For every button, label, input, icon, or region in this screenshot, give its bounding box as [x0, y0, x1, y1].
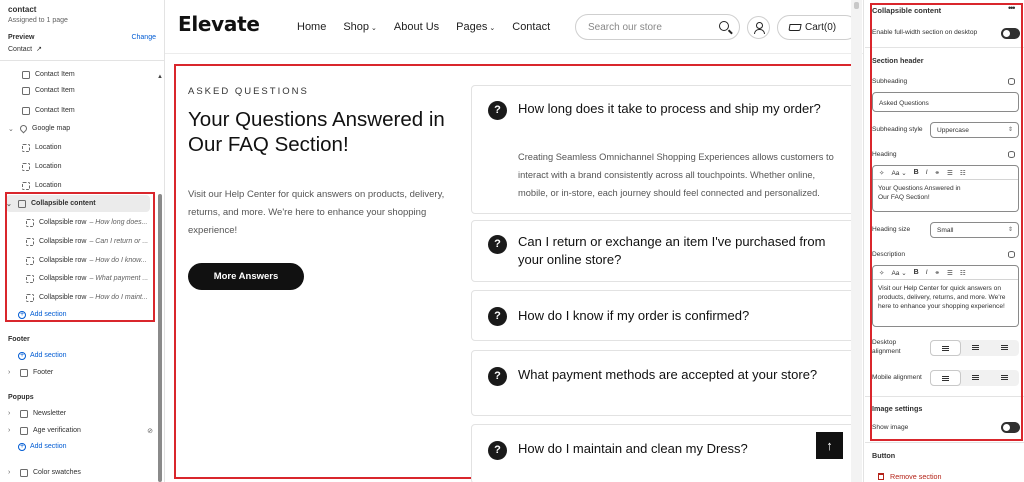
menu-item-about[interactable]: About Us: [393, 21, 440, 33]
tree-item-collapsible-row[interactable]: Collapsible row – Can I return or ...: [26, 233, 150, 250]
faq-item[interactable]: [471, 85, 857, 214]
align-right-button[interactable]: [990, 340, 1019, 356]
faq-question: How do I know if my order is confirmed?: [518, 308, 750, 323]
subheading-style-select[interactable]: Uppercase ⇕: [930, 122, 1019, 138]
question-icon: ?: [488, 441, 507, 460]
tree-item-google-map[interactable]: ⌄ Google map: [8, 125, 71, 133]
desktop-alignment-control: [930, 340, 1019, 356]
store-logo[interactable]: Elevate: [178, 12, 260, 36]
tree-item-color-swatches[interactable]: › Color swatches: [8, 469, 81, 476]
bold-icon[interactable]: B: [913, 169, 919, 176]
block-icon: [26, 257, 34, 265]
faq-item[interactable]: [471, 424, 857, 482]
tree-item-age-verification[interactable]: › Age verification ⊘: [8, 427, 153, 435]
link-icon[interactable]: ⚭: [934, 269, 940, 277]
full-width-label: Enable full-width section on desktop: [872, 29, 978, 36]
heading-editor[interactable]: [872, 165, 1019, 212]
store-preview: [165, 0, 864, 482]
swatch-icon: [20, 469, 28, 477]
eye-off-icon[interactable]: ⊘: [147, 427, 153, 435]
sidebar-scrollbar[interactable]: [157, 70, 163, 482]
magic-icon[interactable]: ✧: [879, 169, 885, 177]
map-pin-icon: [19, 124, 29, 134]
menu-item-shop[interactable]: Shop ⌄: [343, 21, 377, 33]
block-icon: [22, 87, 30, 95]
faq-heading: Your Questions Answered in Our FAQ Section!: [188, 108, 445, 156]
mobile-alignment-label: Mobile alignment: [872, 374, 922, 381]
faq-question: How long does it take to process and ship my order?: [518, 101, 821, 116]
template-subtitle: Assigned to 1 page: [8, 17, 68, 24]
button-settings-heading: Button: [872, 451, 896, 460]
divider: [865, 396, 1024, 397]
bold-icon[interactable]: B: [913, 269, 919, 276]
popup-icon: [20, 427, 28, 435]
chevron-right-icon[interactable]: ›: [8, 369, 11, 376]
rich-text-toolbar: [873, 266, 1018, 280]
show-image-toggle[interactable]: [1001, 422, 1020, 433]
block-icon: [26, 238, 34, 246]
chevron-down-icon: ⌄: [489, 25, 496, 32]
tree-item-location[interactable]: Location: [22, 158, 165, 175]
chevron-right-icon[interactable]: ›: [8, 410, 11, 417]
heading-size-label: Heading size: [872, 226, 911, 233]
image-settings-heading: Image settings: [872, 404, 923, 413]
bullet-list-icon[interactable]: ☰: [946, 169, 953, 177]
rich-text-toolbar: [873, 166, 1018, 180]
chevron-down-icon[interactable]: ⌄: [6, 200, 12, 208]
divider: [865, 442, 1024, 443]
settings-title: Collapsible content: [872, 6, 942, 15]
mail-icon: [20, 410, 28, 418]
search-icon[interactable]: [719, 21, 729, 31]
description-editor[interactable]: [872, 265, 1019, 327]
footer-icon: [20, 369, 28, 377]
numbered-list-icon[interactable]: ☷: [959, 269, 966, 277]
bullet-list-icon[interactable]: ☰: [946, 269, 953, 277]
remove-section-button[interactable]: Remove section: [878, 472, 942, 481]
heading-text[interactable]: Your Questions Answered in Our FAQ Section!: [878, 185, 961, 201]
back-to-top-button[interactable]: ↑: [816, 432, 843, 459]
scrollbar-thumb[interactable]: [854, 2, 859, 9]
faq-question: What payment methods are accepted at your store?: [518, 367, 818, 382]
description-text[interactable]: Visit our Help Center for quick answers on products, delivery, returns, and more. We're here to enhance your shopping experience!: [878, 285, 1006, 310]
text-style-icon[interactable]: Aa ⌄: [891, 169, 907, 177]
divider: [865, 47, 1024, 48]
store-search-input[interactable]: Search our store: [575, 14, 740, 40]
menu-item-pages[interactable]: Pages ⌄: [456, 21, 496, 33]
scroll-up-icon[interactable]: ▲: [157, 74, 163, 80]
account-icon[interactable]: [747, 16, 770, 39]
align-left-button[interactable]: [930, 340, 961, 356]
faq-item[interactable]: [471, 350, 857, 416]
faq-question: Can I return or exchange an item I've purchased from your online store?: [518, 234, 826, 267]
align-center-button[interactable]: [961, 340, 990, 356]
question-icon: ?: [488, 307, 507, 326]
dynamic-source-icon[interactable]: [1008, 251, 1015, 258]
italic-icon[interactable]: I: [925, 269, 928, 276]
menu-item-contact[interactable]: Contact: [512, 21, 551, 33]
template-title: contact: [8, 5, 37, 14]
dynamic-source-icon[interactable]: [1008, 78, 1015, 85]
menu-item-home[interactable]: Home: [297, 21, 327, 33]
desktop-alignment-label: Desktop alignment: [872, 339, 901, 355]
section-settings-panel: [865, 0, 1024, 482]
align-left-button[interactable]: [930, 370, 961, 386]
link-icon[interactable]: ⚭: [934, 169, 940, 177]
question-icon: ?: [488, 235, 507, 254]
plus-circle-icon: +: [19, 442, 25, 450]
align-left-icon: [942, 346, 949, 347]
subheading-input[interactable]: Asked Questions: [872, 92, 1019, 112]
text-style-icon[interactable]: Aa ⌄: [891, 269, 907, 277]
heading-size-select[interactable]: Small ⇕: [930, 222, 1019, 238]
question-icon: ?: [488, 101, 507, 120]
popups-group-heading: Popups: [8, 394, 34, 401]
faq-description: Visit our Help Center for quick answers on products, delivery, returns, and more. We're here to enhance your shopping experience!: [188, 189, 445, 236]
block-icon: [22, 144, 30, 152]
cart-icon: [788, 24, 801, 31]
mobile-alignment-control: [930, 370, 1019, 386]
faq-subheading: ASKED QUESTIONS: [188, 86, 309, 97]
align-center-icon: [972, 345, 979, 346]
full-width-toggle[interactable]: [1001, 28, 1020, 39]
tree-item-location[interactable]: Location: [22, 139, 165, 156]
faq-section: [175, 65, 855, 478]
show-image-label: Show image: [872, 424, 909, 431]
heading-label: Heading: [872, 151, 897, 158]
tree-item-contact-item[interactable]: Contact Item: [22, 102, 165, 119]
faq-item[interactable]: [471, 290, 857, 341]
tree-item-collapsible-row[interactable]: Collapsible row – How long does...: [26, 214, 150, 231]
select-arrows-icon: ⇕: [1007, 227, 1013, 233]
chevron-down-icon: ⌄: [371, 25, 377, 32]
plus-circle-icon: +: [19, 351, 25, 359]
preview-scrollbar[interactable]: [851, 0, 862, 482]
tree-item-collapsible-row[interactable]: Collapsible row – What payment ...: [26, 270, 150, 287]
align-center-icon: [972, 375, 979, 376]
add-section-link[interactable]: + Add section: [19, 442, 67, 450]
scrollbar-thumb[interactable]: [158, 194, 162, 482]
tree-item-location[interactable]: Location: [22, 177, 165, 194]
block-icon: [22, 71, 30, 79]
footer-group-heading: Footer: [8, 336, 30, 343]
plus-circle-icon: +: [19, 310, 25, 318]
magic-icon[interactable]: ✧: [879, 269, 885, 277]
tree-item-footer[interactable]: › Footer: [8, 369, 54, 376]
block-icon: [22, 182, 30, 190]
block-icon: [26, 275, 34, 283]
more-answers-button[interactable]: More Answers: [188, 263, 304, 290]
align-right-icon: [1001, 345, 1008, 346]
align-center-button[interactable]: [961, 370, 990, 386]
preview-label: Preview: [8, 34, 35, 41]
faq-item[interactable]: [471, 220, 857, 282]
question-icon: ?: [488, 367, 507, 386]
change-link[interactable]: Change: [131, 34, 156, 41]
tree-item-contact-item[interactable]: Contact Item: [22, 82, 165, 99]
preview-page-name: Contact: [8, 45, 33, 53]
trash-icon: [878, 473, 884, 480]
italic-icon[interactable]: I: [925, 169, 928, 176]
section-header-heading: Section header: [872, 56, 924, 65]
block-icon: [22, 163, 30, 171]
select-arrows-icon: ⇕: [1007, 127, 1013, 133]
chevron-right-icon[interactable]: ›: [8, 427, 11, 434]
add-block-link[interactable]: + Add section: [19, 310, 67, 318]
tree-item-collapsible-row[interactable]: Collapsible row – How do I know...: [26, 252, 150, 269]
subheading-style-label: Subheading style: [872, 126, 923, 133]
divider: [0, 60, 164, 61]
tree-item-collapsible-row[interactable]: Collapsible row – How do I maint...: [26, 289, 150, 306]
block-icon: [26, 294, 34, 302]
main-menu: [297, 21, 550, 33]
align-right-icon: [1001, 375, 1008, 376]
block-icon: [26, 219, 34, 227]
store-header: [165, 0, 864, 54]
dynamic-source-icon[interactable]: [1008, 151, 1015, 158]
align-right-button[interactable]: [990, 370, 1019, 386]
more-options-icon[interactable]: •••: [1008, 3, 1015, 13]
faq-question: How do I maintain and clean my Dress?: [518, 441, 748, 456]
chevron-down-icon[interactable]: ⌄: [8, 125, 14, 133]
chevron-right-icon[interactable]: ›: [8, 469, 11, 476]
add-section-link[interactable]: + Add section: [19, 351, 67, 359]
section-tree-panel: [0, 0, 165, 482]
section-icon: [18, 200, 26, 208]
description-label: Description: [872, 251, 905, 258]
subheading-label: Subheading: [872, 78, 908, 85]
tree-item-collapsible-content[interactable]: ⌄ Collapsible content: [6, 195, 150, 212]
faq-answer: Creating Seamless Omnichannel Shopping Experiences allows customers to interact with a brand consistently across all touchpoints. Whether online, mobile, or in-store, each journey should feel connected and personalized.: [518, 152, 834, 198]
tree-item-newsletter[interactable]: › Newsletter: [8, 410, 67, 417]
cart-button[interactable]: Cart(0): [777, 15, 858, 40]
numbered-list-icon[interactable]: ☷: [959, 169, 966, 177]
tree-item-contact-item[interactable]: Contact Item: [22, 66, 165, 83]
external-link-icon[interactable]: ↗: [36, 46, 42, 53]
block-icon: [22, 107, 30, 115]
align-left-icon: [942, 376, 949, 377]
